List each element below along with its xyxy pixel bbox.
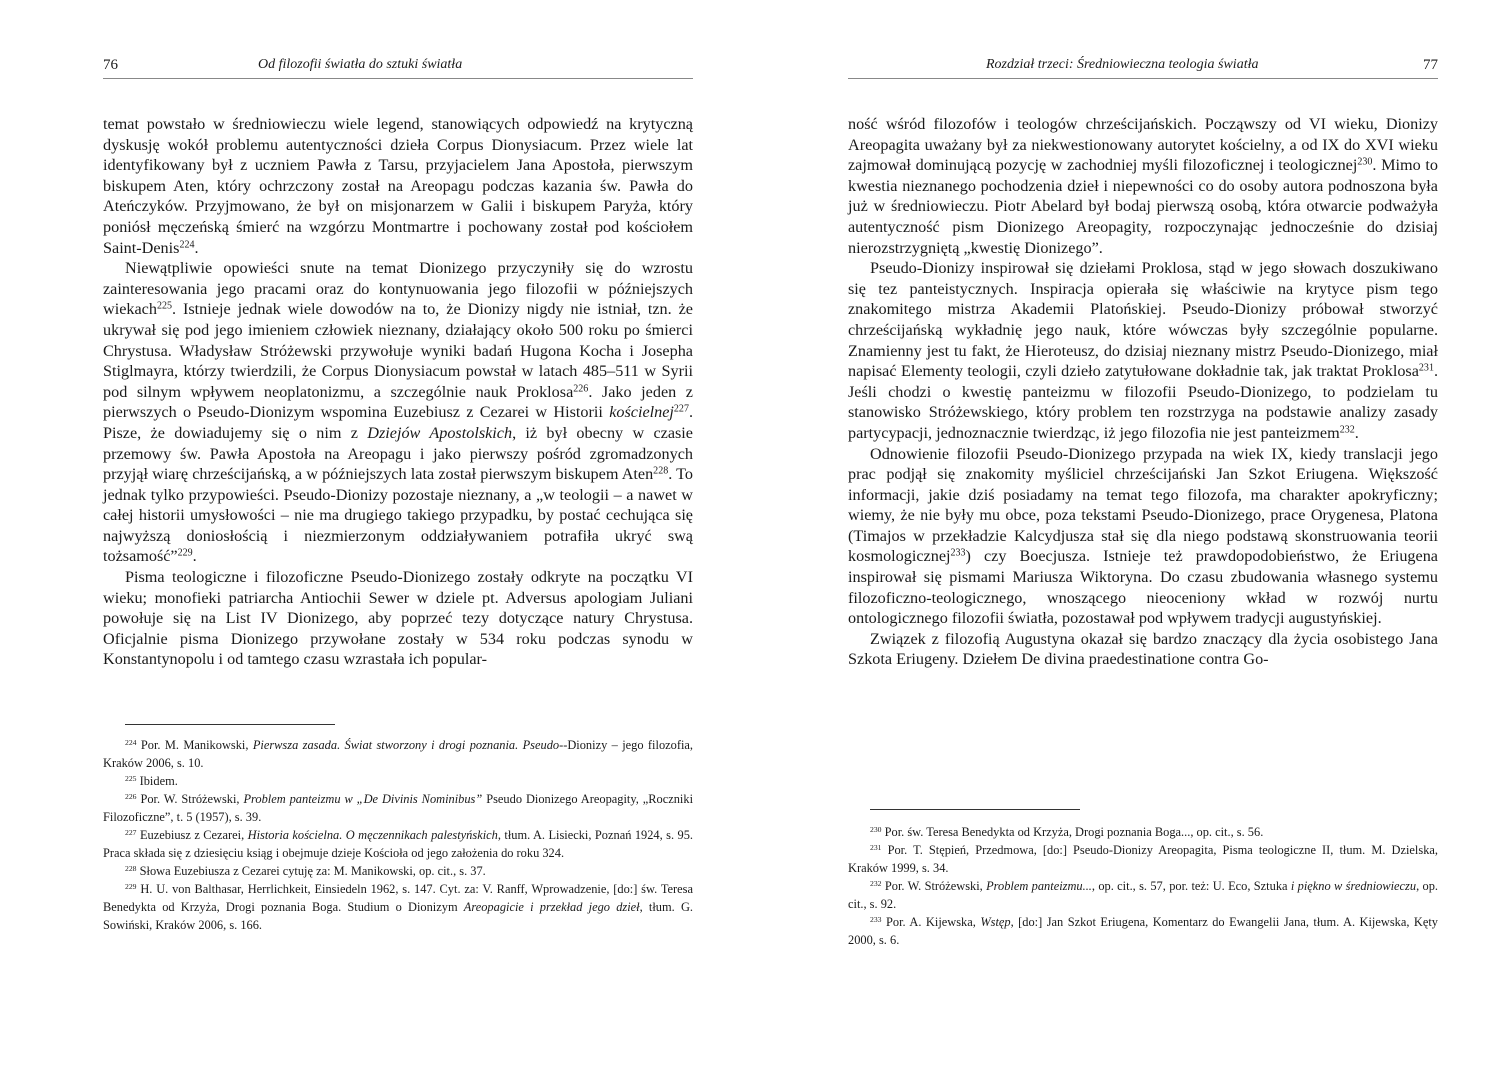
page-number: 77 xyxy=(1423,57,1438,73)
italic-text: Wstęp xyxy=(980,915,1011,929)
footnote-marker: 224 xyxy=(179,239,195,251)
footnote-marker: 229 xyxy=(125,881,137,891)
footnote: $^{226}$ Por. W. Stróżewski, Problem panteizmu w „De Divinis Nominibus” Pseudo Dionizego Areopagity, „Roczniki Filozoficzne”, t. 5 (1957), s. 39. xyxy=(103,791,694,824)
paragraph: ność wśród filozofów i teologów chrześcijańskich. Począwszy od VI wieku, Dionizy Areopagita uważany był za niekwestionowany autorytet kościelny, a od IX do XVI wieku zajmował dominującą pozycję w zachodniej myśli filozoficznej i teologicznej$^{230}$. Mimo to kwestia nieznanego pochodzenia dzieł i niepewności co do osoby autora podnoszona była już w średniowieczu. Piotr Abelard był bodaj pierwszą osobą, która otwarcie podważyła autentyczność pism Dionizego Areopagity, rozpoczynając jednocześnie do dzisiaj nierozstrzygniętą „kwestię Dionizego”. xyxy=(848,115,1438,257)
footnote-marker: 232 xyxy=(870,878,882,888)
footnote-marker: 225 xyxy=(125,773,137,783)
footnote-marker: 225 xyxy=(156,300,172,312)
footnotes xyxy=(103,736,693,934)
footnote-marker: 231 xyxy=(1418,362,1434,374)
footnote-marker: 226 xyxy=(573,383,589,395)
footnote-rule xyxy=(870,809,1080,810)
footnote-marker: 226 xyxy=(125,791,137,801)
paragraph: Pseudo-Dionizy inspirował się dziełami Proklosa, stąd w jego słowach doszukiwano się tez panteistycznych. Inspiracja opierała się właściwie na krytyce pism tego znakomitego mistrza Akademii Platońskiej. Pseudo-Dionizy próbował stworzyć chrześcijańską wykładnię jego nauk, które wówczas były szczególnie popularne. Znamienny jest tu fakt, że Hieroteusz, do dzisiaj nieznany mistrz Pseudo-Dionizego, miał napisać Elementy teologii, czyli dzieło zatytułowane dokładnie tak, jak traktat Proklosa$^{231}$. Jeśli chodzi o kwestię panteizmu w filozofii Pseudo-Dionizego, to podzielam tu stanowisko Stróżewskiego, który problem ten rozstrzyga na podstawie analizy zasady partycypacji, jednoznacznie twierdząc, iż jego filozofia nie jest panteizmem$^{232}$. xyxy=(848,259,1438,442)
footnote: $^{225}$ Ibidem. xyxy=(125,773,178,788)
footnote-marker: 232 xyxy=(1339,424,1355,436)
page-number: 76 xyxy=(103,57,118,73)
italic-text: Problem panteizmu w „De Divinis Nominibus” xyxy=(243,792,483,806)
footnote: $^{233}$ Por. A. Kijewska, Wstęp, [do:] Jan Szkot Eriugena, Komentarz do Ewangelii Jana, tłum. A. Kijewska, Kęty 2000, s. 6. xyxy=(848,914,1438,947)
italic-text: kościelnej xyxy=(609,403,674,422)
footnote: $^{228}$ Słowa Euzebiusza z Cezarei cytuję za: M. Manikowski, op. cit., s. 37. xyxy=(125,863,486,878)
paragraph: Niewątpliwie opowieści snute na temat Dionizego przyczyniły się do wzrostu zainteresowania jego pracami oraz do kontynuowania jego filozofii w późniejszych wiekach$^{225}$. Istnieje jednak wiele dowodów na to, że Dionizy nigdy nie istniał, tzn. że ukrywał się pod jego imieniem człowiek nieznany, działający około 500 roku po śmierci Chrystusa. Władysław Stróżewski przywołuje wyniki badań Hugona Kocha i Josepha Stiglmayra, którzy twierdzili, że Corpus Dionysiacum powstał w latach 485–511 w Syrii pod silnym wpływem neoplatonizmu, a szczególnie nauk Proklosa$^{226}$. Jako jeden z pierwszych o Pseudo-Dionizym wspomina Euzebiusz z Cezarei w Historii kościelnej$^{227}$. Pisze, że dowiadujemy się o nim z Dziejów Apostolskich, iż był obecny w czasie przemowy św. Pawła Apostoła na Areopagu i jako pierwszy pośród zgromadzonych przyjął wiarę chrześcijańską, a w późniejszych lata został pierwszym biskupem Aten$^{228}$. To jednak tylko przypowieści. Pseudo-Dionizy pozostaje nieznany, a „w teologii – a nawet w całej historii umysłowości – nie ma drugiego takiego przypadku, by postać cechująca się najwyższą doniosłością i niezmierzonym oddziaływaniem potrafiła ukryć swą tożsamość”$^{229}$. xyxy=(103,259,694,566)
footnote: $^{229}$ H. U. von Balthasar, Herrlichkeit, Einsiedeln 1962, s. 147. Cyt. za: V. Ranff, Wprowadzenie, [do:] św. Teresa Benedykta od Krzyża, Drogi poznania Boga. Studium o Dionizym Areopagicie i przekład jego dzieł, tłum. G. Sowiński, Kraków 2006, s. 166. xyxy=(103,881,693,932)
italic-text: i piękno w średniowieczu xyxy=(1290,879,1417,893)
footnote-marker: 233 xyxy=(950,547,966,559)
footnote-marker: 230 xyxy=(870,824,882,834)
footnote: $^{232}$ Por. W. Stróżewski, Problem panteizmu..., op. cit., s. 57, por. też: U. Eco, Sztuka i piękno w średniowieczu, op. cit., s. 92. xyxy=(848,878,1439,911)
footnote-marker: 230 xyxy=(1357,156,1373,168)
footnote-marker: 231 xyxy=(870,842,882,852)
footnote-rule xyxy=(125,724,335,725)
italic-text: Pierwsza zasada. Świat stworzony i drogi poznania. Pseudo- xyxy=(252,738,564,752)
footnote-marker: 224 xyxy=(125,737,137,747)
footnote-marker: 233 xyxy=(870,914,882,924)
body-text xyxy=(848,114,1438,670)
footnote: $^{231}$ Por. T. Stępień, Przedmowa, [do:] Pseudo-Dionizy Areopagita, Pisma teologiczne II, tłum. M. Dzielska, Kraków 1999, s. 34. xyxy=(848,842,1438,875)
page-header xyxy=(848,54,1438,79)
footnote: $^{227}$ Euzebiusz z Cezarei, Historia kościelna. O męczennikach palestyńskich, tłum. A. Lisiecki, Poznań 1924, s. 95. Praca składa się z dziesięciu ksiąg i obejmuje dzieje Kościoła od jego założenia do roku 324. xyxy=(103,827,694,860)
paragraph: Odnowienie filozofii Pseudo-Dionizego przypada na wiek IX, kiedy translacji jego prac podjął się znakomity myśliciel chrześcijański Jan Szkot Eriugena. Większość informacji, jakie dziś posiadamy na temat tego filozofa, ma charakter apokryficzny; wiemy, że nie były mu obce, poza tekstami Pseudo-Dionizego, prace Orygenesa, Platona (Timajos w przekładzie Kalcydjusza stał się dla niego podstawą skonstruowania teorii kosmologicznej$^{233}$) czy Boecjusza. Istnieje też prawdopodobieństwo, że Eriugena inspirował się pismami Mariusza Wiktoryna. Do czasu zbudowania własnego systemu filozoficzno-teologicznego, wnoszącego nieoceniony wkład w rozwój nurtu ontologicznego filozofii światła, pozostawał pod wpływem tradycji augustyńskiej. xyxy=(848,444,1438,628)
paragraph: temat powstało w średniowieczu wiele legend, stanowiących odpowiedź na krytyczną dyskusję wokół problemu autentyczności dzieła Corpus Dionysiacum. Przez wiele lat identyfikowany był z uczniem Pawła z Tarsu, przyjacielem Jana Apostoła, pierwszym biskupem Aten, który ochrzczony został na Areopagu podczas kazania św. Pawła do Ateńczyków. Przyjmowano, że był on misjonarzem w Galii i biskupem Paryża, który poniósł męczeńską śmierć na wzgórzu Montmartre i pochowany został pod kościołem Saint-Denis$^{224}$. xyxy=(103,115,693,257)
italic-text: Problem panteizmu... xyxy=(986,879,1092,893)
footnotes xyxy=(848,823,1438,949)
italic-text: Dziejów Apostolskich xyxy=(367,423,513,442)
paragraph: Pisma teologiczne i filozoficzne Pseudo-Dionizego zostały odkryte na początku VI wieku; monofieki patriarcha Antiochii Sewer w dziele pt. Adversus apologiam Juliani powołuje się na List IV Dionizego, aby poprzeć tezy dotyczące natury Chrystusa. Oficjalnie pisma Dionizego przywołane zostały w 534 roku podczas synodu w Konstantynopolu i od tamtego czasu wzrastała ich popular- xyxy=(103,568,693,669)
footnote-marker: 227 xyxy=(673,403,689,415)
footnote-marker: 227 xyxy=(125,827,137,837)
italic-text: Areopagicie i przekład jego dzieł xyxy=(463,900,640,914)
footnote-marker: 228 xyxy=(653,465,669,477)
body-text xyxy=(103,114,693,670)
paragraph: Związek z filozofią Augustyna okazał się bardzo znaczący dla życia osobistego Jana Szkota Eriugeny. Dziełem De divina praedestinatione contra Go- xyxy=(848,629,1438,669)
running-title: Od filozofii światła do sztuki światła xyxy=(258,57,463,72)
footnote: $^{230}$ Por. św. Teresa Benedykta od Krzyża, Drogi poznania Boga..., op. cit., s. 56. xyxy=(870,824,1264,839)
footnote: $^{224}$ Por. M. Manikowski, Pierwsza zasada. Świat stworzony i drogi poznania. Pseudo--Dionizy – jego filozofia, Kraków 2006, s. 10. xyxy=(103,737,693,770)
footnote-marker: 228 xyxy=(125,863,137,873)
running-title: Rozdział trzeci: Średniowieczna teologia światła xyxy=(986,57,1259,72)
italic-text: Historia kościelna. O męczennikach palestyńskich xyxy=(247,828,498,842)
footnote-marker: 229 xyxy=(177,547,193,559)
page-header xyxy=(103,54,693,79)
